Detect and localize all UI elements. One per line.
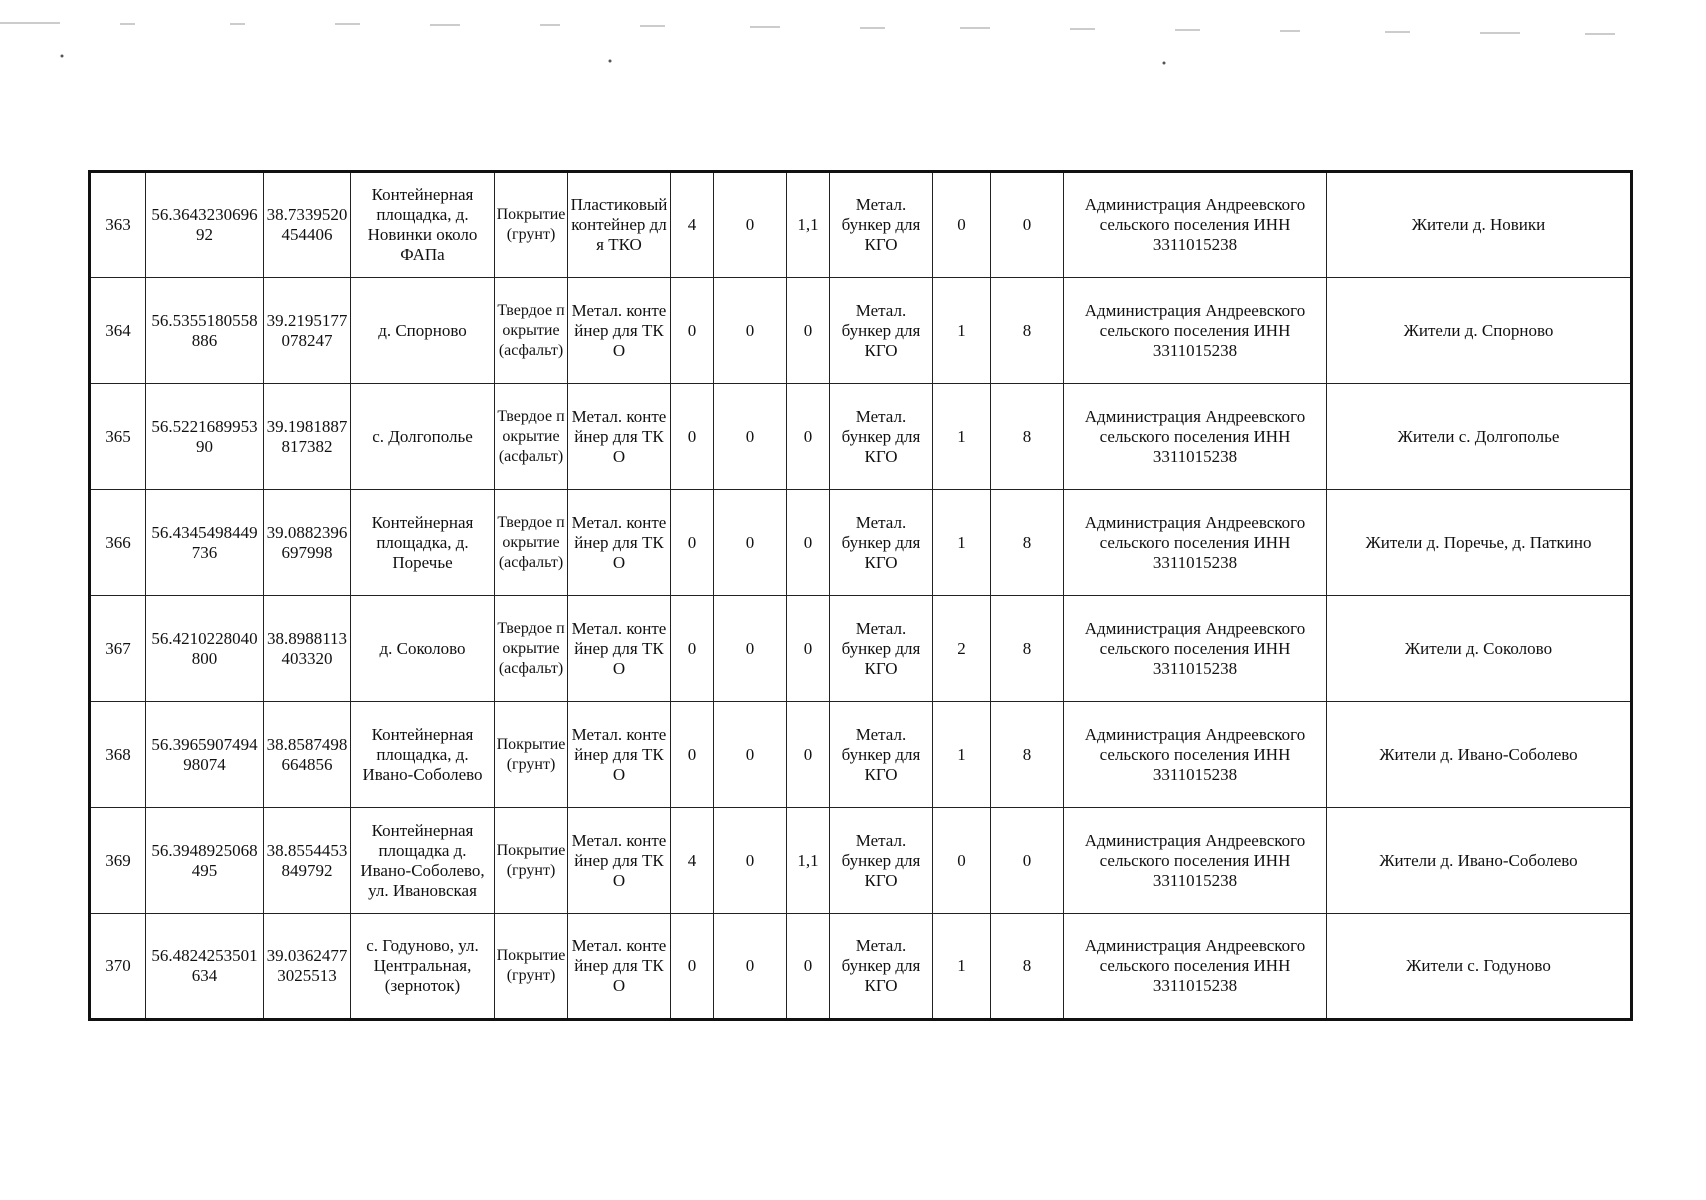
longitude-cell: 39.2195177078247 bbox=[264, 278, 351, 384]
bunker-type-cell: Метал. бункер для КГО bbox=[830, 278, 933, 384]
served-residents-cell: Жители д. Соколово bbox=[1327, 596, 1632, 702]
container-count-cell: 0 bbox=[671, 596, 714, 702]
container-volume-cell: 0 bbox=[787, 384, 830, 490]
surface-type-cell: Твердое покрытие (асфальт) bbox=[495, 490, 568, 596]
served-residents-cell: Жители д. Поречье, д. Паткино bbox=[1327, 490, 1632, 596]
table-row bbox=[90, 490, 1632, 596]
bunker-volume-cell: 8 bbox=[991, 490, 1064, 596]
bunker-count-cell: 1 bbox=[933, 702, 991, 808]
row-number: 369 bbox=[90, 808, 146, 914]
container-volume-cell: 0 bbox=[787, 490, 830, 596]
surface-type-cell: Твердое покрытие (асфальт) bbox=[495, 384, 568, 490]
served-residents-cell: Жители д. Спорново bbox=[1327, 278, 1632, 384]
bunker-volume-cell: 8 bbox=[991, 596, 1064, 702]
latitude-cell: 56.4210228040800 bbox=[146, 596, 264, 702]
container-count-b-cell: 0 bbox=[714, 596, 787, 702]
container-count-cell: 0 bbox=[671, 702, 714, 808]
scan-artifact-lines bbox=[0, 20, 1706, 70]
container-count-b-cell: 0 bbox=[714, 172, 787, 278]
row-number: 366 bbox=[90, 490, 146, 596]
surface-type-cell: Покрытие (грунт) bbox=[495, 702, 568, 808]
site-location-cell: Контейнерная площадка, д. Поречье bbox=[351, 490, 495, 596]
container-type-cell: Пластиковый контейнер для ТКО bbox=[568, 172, 671, 278]
container-type-cell: Метал. контейнер для ТКО bbox=[568, 384, 671, 490]
bunker-type-cell: Метал. бункер для КГО bbox=[830, 702, 933, 808]
owner-cell: Администрация Андреевского сельского поселения ИНН 3311015238 bbox=[1064, 702, 1327, 808]
served-residents-cell: Жители д. Новики bbox=[1327, 172, 1632, 278]
container-count-cell: 0 bbox=[671, 278, 714, 384]
longitude-cell: 39.0882396697998 bbox=[264, 490, 351, 596]
site-location-cell: с. Годуново, ул. Центральная, (зерноток) bbox=[351, 914, 495, 1020]
table-row bbox=[90, 914, 1632, 1020]
latitude-cell: 56.4345498449736 bbox=[146, 490, 264, 596]
bunker-type-cell: Метал. бункер для КГО bbox=[830, 808, 933, 914]
container-volume-cell: 0 bbox=[787, 596, 830, 702]
container-count-b-cell: 0 bbox=[714, 808, 787, 914]
surface-type-cell: Покрытие (грунт) bbox=[495, 914, 568, 1020]
site-location-cell: Контейнерная площадка, д. Новинки около ФАПа bbox=[351, 172, 495, 278]
container-type-cell: Метал. контейнер для ТКО bbox=[568, 914, 671, 1020]
latitude-cell: 56.3948925068495 bbox=[146, 808, 264, 914]
latitude-cell: 56.522168995390 bbox=[146, 384, 264, 490]
longitude-cell: 38.8988113403320 bbox=[264, 596, 351, 702]
bunker-type-cell: Метал. бункер для КГО bbox=[830, 172, 933, 278]
container-count-b-cell: 0 bbox=[714, 278, 787, 384]
bunker-count-cell: 0 bbox=[933, 172, 991, 278]
latitude-cell: 56.364323069692 bbox=[146, 172, 264, 278]
served-residents-cell: Жители д. Ивано-Соболево bbox=[1327, 702, 1632, 808]
container-type-cell: Метал. контейнер для ТКО bbox=[568, 808, 671, 914]
site-location-cell: Контейнерная площадка, д. Ивано-Соболево bbox=[351, 702, 495, 808]
waste-sites-table bbox=[88, 170, 1633, 1021]
site-location-cell: с. Долгополье bbox=[351, 384, 495, 490]
container-type-cell: Метал. контейнер для ТКО bbox=[568, 596, 671, 702]
container-volume-cell: 0 bbox=[787, 914, 830, 1020]
longitude-cell: 38.8587498664856 bbox=[264, 702, 351, 808]
table-row bbox=[90, 702, 1632, 808]
bunker-volume-cell: 8 bbox=[991, 384, 1064, 490]
owner-cell: Администрация Андреевского сельского поселения ИНН 3311015238 bbox=[1064, 278, 1327, 384]
surface-type-cell: Покрытие (грунт) bbox=[495, 172, 568, 278]
surface-type-cell: Твердое покрытие (асфальт) bbox=[495, 278, 568, 384]
latitude-cell: 56.4824253501634 bbox=[146, 914, 264, 1020]
owner-cell: Администрация Андреевского сельского поселения ИНН 3311015238 bbox=[1064, 914, 1327, 1020]
table-row bbox=[90, 384, 1632, 490]
container-volume-cell: 1,1 bbox=[787, 172, 830, 278]
served-residents-cell: Жители с. Долгополье bbox=[1327, 384, 1632, 490]
container-type-cell: Метал. контейнер для ТКО bbox=[568, 702, 671, 808]
bunker-volume-cell: 8 bbox=[991, 914, 1064, 1020]
owner-cell: Администрация Андреевского сельского поселения ИНН 3311015238 bbox=[1064, 808, 1327, 914]
bunker-count-cell: 0 bbox=[933, 808, 991, 914]
bunker-volume-cell: 8 bbox=[991, 278, 1064, 384]
row-number: 370 bbox=[90, 914, 146, 1020]
site-location-cell: д. Спорново bbox=[351, 278, 495, 384]
longitude-cell: 39.1981887817382 bbox=[264, 384, 351, 490]
container-type-cell: Метал. контейнер для ТКО bbox=[568, 278, 671, 384]
container-count-cell: 0 bbox=[671, 384, 714, 490]
row-number: 368 bbox=[90, 702, 146, 808]
bunker-count-cell: 1 bbox=[933, 278, 991, 384]
bunker-count-cell: 1 bbox=[933, 384, 991, 490]
bunker-type-cell: Метал. бункер для КГО bbox=[830, 384, 933, 490]
container-count-b-cell: 0 bbox=[714, 490, 787, 596]
container-count-cell: 0 bbox=[671, 490, 714, 596]
latitude-cell: 56.396590749498074 bbox=[146, 702, 264, 808]
table-row bbox=[90, 808, 1632, 914]
bunker-count-cell: 1 bbox=[933, 490, 991, 596]
bunker-count-cell: 2 bbox=[933, 596, 991, 702]
container-count-b-cell: 0 bbox=[714, 384, 787, 490]
bunker-count-cell: 1 bbox=[933, 914, 991, 1020]
owner-cell: Администрация Андреевского сельского поселения ИНН 3311015238 bbox=[1064, 490, 1327, 596]
table-body bbox=[90, 172, 1632, 1020]
bunker-volume-cell: 0 bbox=[991, 808, 1064, 914]
container-volume-cell: 0 bbox=[787, 702, 830, 808]
row-number: 365 bbox=[90, 384, 146, 490]
longitude-cell: 38.8554453849792 bbox=[264, 808, 351, 914]
row-number: 363 bbox=[90, 172, 146, 278]
table-row bbox=[90, 278, 1632, 384]
bunker-type-cell: Метал. бункер для КГО bbox=[830, 490, 933, 596]
container-volume-cell: 0 bbox=[787, 278, 830, 384]
container-type-cell: Метал. контейнер для ТКО bbox=[568, 490, 671, 596]
bunker-type-cell: Метал. бункер для КГО bbox=[830, 914, 933, 1020]
served-residents-cell: Жители д. Ивано-Соболево bbox=[1327, 808, 1632, 914]
served-residents-cell: Жители с. Годуново bbox=[1327, 914, 1632, 1020]
container-count-cell: 4 bbox=[671, 808, 714, 914]
container-count-cell: 4 bbox=[671, 172, 714, 278]
surface-type-cell: Покрытие (грунт) bbox=[495, 808, 568, 914]
bunker-volume-cell: 8 bbox=[991, 702, 1064, 808]
surface-type-cell: Твердое покрытие (асфальт) bbox=[495, 596, 568, 702]
owner-cell: Администрация Андреевского сельского поселения ИНН 3311015238 bbox=[1064, 384, 1327, 490]
table-row bbox=[90, 172, 1632, 278]
bunker-type-cell: Метал. бункер для КГО bbox=[830, 596, 933, 702]
latitude-cell: 56.5355180558886 bbox=[146, 278, 264, 384]
table-row bbox=[90, 596, 1632, 702]
container-volume-cell: 1,1 bbox=[787, 808, 830, 914]
owner-cell: Администрация Андреевского сельского поселения ИНН 3311015238 bbox=[1064, 172, 1327, 278]
longitude-cell: 38.7339520454406 bbox=[264, 172, 351, 278]
site-location-cell: д. Соколово bbox=[351, 596, 495, 702]
row-number: 367 bbox=[90, 596, 146, 702]
longitude-cell: 39.03624773025513 bbox=[264, 914, 351, 1020]
owner-cell: Администрация Андреевского сельского поселения ИНН 3311015238 bbox=[1064, 596, 1327, 702]
container-count-b-cell: 0 bbox=[714, 914, 787, 1020]
bunker-volume-cell: 0 bbox=[991, 172, 1064, 278]
site-location-cell: Контейнерная площадка д. Ивано-Соболево, ул. Ивановская bbox=[351, 808, 495, 914]
row-number: 364 bbox=[90, 278, 146, 384]
container-count-cell: 0 bbox=[671, 914, 714, 1020]
container-count-b-cell: 0 bbox=[714, 702, 787, 808]
